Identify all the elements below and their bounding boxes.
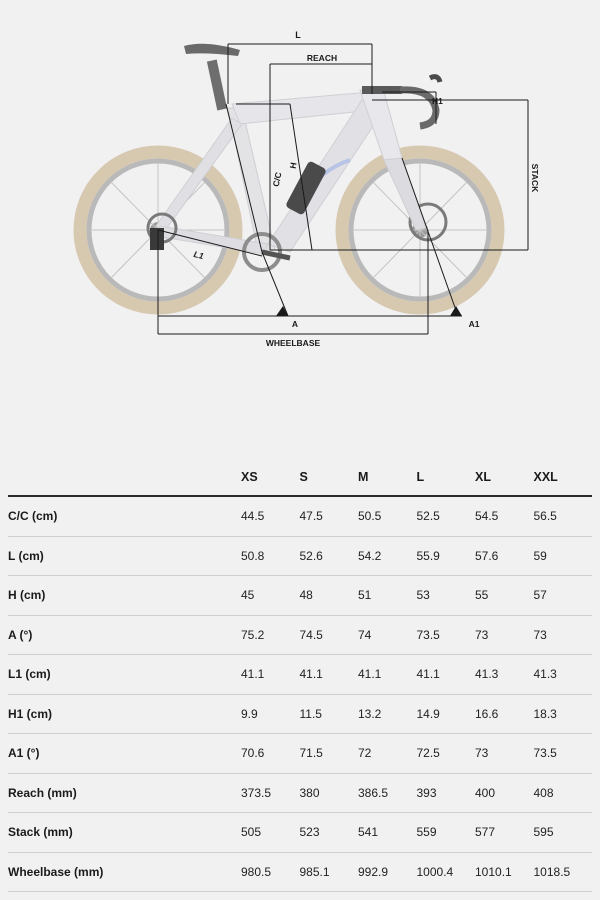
- cell-value: 393: [417, 773, 476, 813]
- cell-value: 41.1: [300, 655, 359, 695]
- cell-value: 9.9: [241, 694, 300, 734]
- cell-value: 73: [475, 615, 534, 655]
- cell-value: 523: [300, 813, 359, 853]
- table-row: [8, 536, 592, 576]
- label-cc: C/C: [270, 171, 284, 188]
- cell-value: 52.5: [417, 496, 476, 536]
- geometry-table-container: [8, 458, 592, 892]
- cell-value: 48: [300, 576, 359, 616]
- table-row: [8, 496, 592, 536]
- cell-value: 408: [534, 773, 593, 813]
- cell-value: 1000.4: [417, 852, 476, 892]
- cell-value: 41.1: [417, 655, 476, 695]
- cell-value: 595: [534, 813, 593, 853]
- row-label: Wheelbase (mm): [8, 852, 241, 892]
- cell-value: 16.6: [475, 694, 534, 734]
- cell-value: 52.6: [300, 536, 359, 576]
- row-label: Stack (mm): [8, 813, 241, 853]
- header-size-s: S: [300, 458, 359, 496]
- cell-value: 71.5: [300, 734, 359, 774]
- row-label: A1 (°): [8, 734, 241, 774]
- table-row: [8, 615, 592, 655]
- cell-value: 1018.5: [534, 852, 593, 892]
- cell-value: 41.3: [475, 655, 534, 695]
- label-h: H: [287, 161, 299, 170]
- table-header-row: [8, 458, 592, 496]
- cell-value: 73: [534, 615, 593, 655]
- cell-value: 73.5: [534, 734, 593, 774]
- cell-value: 541: [358, 813, 417, 853]
- cell-value: 54.2: [358, 536, 417, 576]
- row-label: H1 (cm): [8, 694, 241, 734]
- label-h1: H1: [432, 96, 443, 106]
- cell-value: 13.2: [358, 694, 417, 734]
- cell-value: 53: [417, 576, 476, 616]
- cell-value: 380: [300, 773, 359, 813]
- cell-value: 386.5: [358, 773, 417, 813]
- geometry-diagram: [0, 0, 600, 360]
- cell-value: 373.5: [241, 773, 300, 813]
- table-row: [8, 773, 592, 813]
- header-empty: [8, 458, 241, 496]
- row-label: L (cm): [8, 536, 241, 576]
- header-size-xl: XL: [475, 458, 534, 496]
- row-label: C/C (cm): [8, 496, 241, 536]
- cell-value: 55: [475, 576, 534, 616]
- table-row: [8, 655, 592, 695]
- cell-value: 992.9: [358, 852, 417, 892]
- cell-value: 505: [241, 813, 300, 853]
- cell-value: 57.6: [475, 536, 534, 576]
- header-size-m: M: [358, 458, 417, 496]
- cell-value: 41.3: [534, 655, 593, 695]
- cell-value: 56.5: [534, 496, 593, 536]
- cell-value: 400: [475, 773, 534, 813]
- cell-value: 577: [475, 813, 534, 853]
- cell-value: 44.5: [241, 496, 300, 536]
- cell-value: 70.6: [241, 734, 300, 774]
- front-wheel: [342, 152, 498, 308]
- label-reach: REACH: [306, 53, 338, 63]
- cell-value: 73.5: [417, 615, 476, 655]
- table-row: [8, 694, 592, 734]
- label-a: A: [291, 319, 299, 329]
- geometry-table: [8, 458, 592, 892]
- cell-value: 47.5: [300, 496, 359, 536]
- cell-value: 74: [358, 615, 417, 655]
- cell-value: 45: [241, 576, 300, 616]
- cell-value: 75.2: [241, 615, 300, 655]
- header-size-l: L: [417, 458, 476, 496]
- header-size-xxl: XXL: [534, 458, 593, 496]
- row-label: Reach (mm): [8, 773, 241, 813]
- cell-value: 72.5: [417, 734, 476, 774]
- cell-value: 51: [358, 576, 417, 616]
- header-size-xs: XS: [241, 458, 300, 496]
- row-label: H (cm): [8, 576, 241, 616]
- cell-value: 18.3: [534, 694, 593, 734]
- cell-value: 54.5: [475, 496, 534, 536]
- cell-value: 57: [534, 576, 593, 616]
- cell-value: 74.5: [300, 615, 359, 655]
- cell-value: 1010.1: [475, 852, 534, 892]
- table-row: [8, 813, 592, 853]
- label-a1: A1: [468, 319, 480, 329]
- row-label: L1 (cm): [8, 655, 241, 695]
- cell-value: 72: [358, 734, 417, 774]
- label-l: L: [295, 30, 301, 40]
- cell-value: 559: [417, 813, 476, 853]
- cell-value: 73: [475, 734, 534, 774]
- cell-value: 11.5: [300, 694, 359, 734]
- cell-value: 55.9: [417, 536, 476, 576]
- cell-value: 980.5: [241, 852, 300, 892]
- cell-value: 50.5: [358, 496, 417, 536]
- row-label: A (°): [8, 615, 241, 655]
- cell-value: 985.1: [300, 852, 359, 892]
- cell-value: 59: [534, 536, 593, 576]
- cell-value: 41.1: [241, 655, 300, 695]
- cell-value: 50.8: [241, 536, 300, 576]
- table-row: [8, 852, 592, 892]
- table-row: [8, 734, 592, 774]
- cell-value: 41.1: [358, 655, 417, 695]
- label-wheelbase: WHEELBASE: [265, 338, 321, 348]
- cell-value: 14.9: [417, 694, 476, 734]
- label-stack: STACK: [530, 163, 540, 193]
- table-row: [8, 576, 592, 616]
- label-l1: L1: [192, 249, 205, 262]
